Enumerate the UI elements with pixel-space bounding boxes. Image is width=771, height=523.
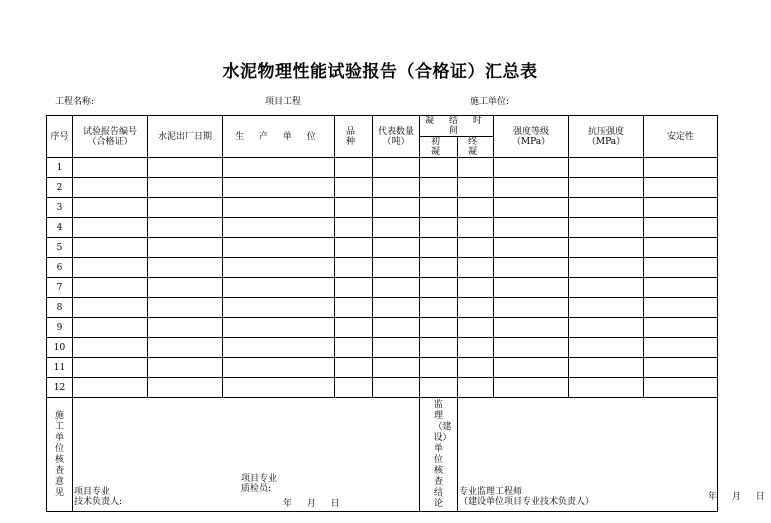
table-cell — [494, 158, 569, 178]
table-cell — [569, 298, 644, 318]
header-report-no-line2: （合格证） — [87, 136, 133, 147]
table-cell — [223, 198, 335, 218]
table-cell — [420, 298, 458, 318]
table-cell — [494, 178, 569, 198]
header-strength-grade — [494, 116, 569, 158]
table-cell — [569, 378, 644, 398]
table-cell — [335, 238, 373, 258]
supervision-engineer-line1: 专业监理工程师 — [459, 487, 523, 497]
table-cell — [335, 378, 373, 398]
table-cell — [644, 158, 718, 178]
header-factory-date: 水泥出厂日期 — [148, 116, 223, 158]
header-initial-set: 初 凝 — [420, 137, 458, 158]
table-cell — [373, 218, 420, 238]
header-row-1 — [47, 116, 718, 137]
row-number: 10 — [47, 338, 73, 358]
table-cell — [335, 198, 373, 218]
table-cell — [644, 278, 718, 298]
supervision-review-label-cell — [420, 398, 458, 512]
supervision-review-cell — [458, 398, 771, 512]
table-cell — [335, 218, 373, 238]
project-name-label: 工程名称: — [55, 97, 95, 107]
header-stability: 安定性 — [644, 116, 718, 158]
construction-review-cell — [73, 398, 420, 512]
table-cell — [569, 358, 644, 378]
header-compressive — [569, 116, 644, 158]
table-cell — [494, 298, 569, 318]
table-row — [47, 218, 718, 238]
table-cell — [223, 378, 335, 398]
table-cell — [148, 358, 223, 378]
table-row — [47, 278, 718, 298]
header-strength-grade-line2: （MPa） — [511, 136, 551, 147]
table-cell — [373, 158, 420, 178]
table-cell — [148, 238, 223, 258]
table-cell — [494, 258, 569, 278]
project-tech-lead-line2: 技术负责人: — [74, 497, 123, 507]
table-cell — [494, 378, 569, 398]
table-cell — [458, 238, 494, 258]
row-number: 1 — [47, 158, 73, 178]
row-number: 6 — [47, 258, 73, 278]
construction-review-label-cell — [47, 398, 73, 512]
table-cell — [73, 178, 148, 198]
table-cell — [73, 358, 148, 378]
table-cell — [335, 158, 373, 178]
header-compressive-line1: 抗压强度 — [587, 126, 624, 137]
table-cell — [335, 278, 373, 298]
table-cell — [420, 258, 458, 278]
table-cell — [335, 338, 373, 358]
header-quantity-line2: （吨） — [382, 136, 410, 147]
row-number: 4 — [47, 218, 73, 238]
supervision-engineer-line2: （建设单位项目专业技术负责人） — [459, 497, 595, 507]
table-cell — [420, 198, 458, 218]
table-cell — [458, 338, 494, 358]
table-cell — [569, 158, 644, 178]
table-cell — [569, 178, 644, 198]
table-row — [47, 358, 718, 378]
table-cell — [373, 338, 420, 358]
table-row — [47, 238, 718, 258]
table-cell — [223, 318, 335, 338]
table-row — [47, 258, 718, 278]
header-setting-time: 凝 结 时 间 — [420, 116, 494, 137]
table-cell — [458, 378, 494, 398]
table-cell — [73, 158, 148, 178]
header-variety: 品 种 — [335, 116, 373, 158]
row-number: 12 — [47, 378, 73, 398]
table-cell — [373, 358, 420, 378]
header-report-no-line1: 试验报告编号 — [82, 126, 137, 137]
table-cell — [458, 158, 494, 178]
table-cell — [644, 358, 718, 378]
date-right: 年 月 日 — [708, 492, 771, 502]
table-cell — [223, 258, 335, 278]
table-cell — [223, 358, 335, 378]
table-cell — [223, 298, 335, 318]
table-cell — [223, 238, 335, 258]
table-cell — [644, 198, 718, 218]
table-cell — [73, 258, 148, 278]
table-row — [47, 178, 718, 198]
table-cell — [569, 318, 644, 338]
table-cell — [148, 298, 223, 318]
table-cell — [373, 198, 420, 218]
table-cell — [420, 158, 458, 178]
table-cell — [458, 358, 494, 378]
row-number: 11 — [47, 358, 73, 378]
table-cell — [494, 358, 569, 378]
quality-inspector-line1: 项目专业 — [241, 474, 278, 484]
table-row — [47, 318, 718, 338]
header-strength-grade-line1: 强度等级 — [512, 126, 549, 137]
table-cell — [335, 298, 373, 318]
row-number: 2 — [47, 178, 73, 198]
table-row — [47, 338, 718, 358]
table-cell — [458, 298, 494, 318]
table-cell — [494, 318, 569, 338]
page-title: 水泥物理性能试验报告（合格证）汇总表 — [222, 62, 538, 82]
table-cell — [148, 218, 223, 238]
table-row — [47, 198, 718, 218]
table-cell — [148, 198, 223, 218]
table-cell — [458, 178, 494, 198]
table-cell — [373, 178, 420, 198]
table-cell — [420, 238, 458, 258]
table-cell — [148, 318, 223, 338]
table-cell — [569, 338, 644, 358]
table-cell — [458, 278, 494, 298]
table-cell — [335, 258, 373, 278]
table-cell — [223, 278, 335, 298]
project-tech-lead-line1: 项目专业 — [74, 487, 111, 497]
table-cell — [373, 258, 420, 278]
table-cell — [148, 158, 223, 178]
table-cell — [644, 218, 718, 238]
table-cell — [148, 338, 223, 358]
row-number: 3 — [47, 198, 73, 218]
table-cell — [644, 258, 718, 278]
construction-review-label: 施工单位核查意见 — [54, 410, 64, 498]
table-cell — [458, 318, 494, 338]
table-row — [47, 298, 718, 318]
table-cell — [644, 338, 718, 358]
header-quantity-line1: 代表数量 — [377, 126, 414, 137]
table-cell — [373, 238, 420, 258]
table-cell — [373, 378, 420, 398]
project-name-value: 项目工程 — [265, 97, 302, 107]
header-quantity — [373, 116, 420, 158]
table-cell — [494, 338, 569, 358]
table-cell — [494, 238, 569, 258]
table-cell — [73, 338, 148, 358]
table-cell — [420, 178, 458, 198]
table-cell — [569, 238, 644, 258]
table-cell — [148, 278, 223, 298]
table-cell — [373, 318, 420, 338]
supervision-review-label: 监理（建设）单位核查结论 — [433, 399, 452, 509]
table-cell — [494, 278, 569, 298]
table-cell — [569, 198, 644, 218]
table-row — [47, 158, 718, 178]
row-number: 5 — [47, 238, 73, 258]
header-manufacturer: 生 产 单 位 — [223, 116, 335, 158]
table-cell — [644, 178, 718, 198]
quality-inspector-line2: 质检员: — [241, 484, 272, 494]
row-number: 7 — [47, 278, 73, 298]
table-cell — [223, 178, 335, 198]
table-row — [47, 378, 718, 398]
header-seq: 序号 — [47, 116, 73, 158]
table-cell — [420, 278, 458, 298]
table-cell — [644, 378, 718, 398]
table-cell — [420, 358, 458, 378]
row-number: 9 — [47, 318, 73, 338]
table-cell — [420, 378, 458, 398]
table-cell — [420, 318, 458, 338]
header-final-set: 终 凝 — [458, 137, 494, 158]
data-rows — [47, 158, 718, 398]
table-cell — [148, 178, 223, 198]
table-cell — [373, 298, 420, 318]
table-cell — [148, 378, 223, 398]
header-compressive-line2: （MPa） — [586, 136, 626, 147]
header-report-no — [73, 116, 148, 158]
table-cell — [644, 238, 718, 258]
table-cell — [148, 258, 223, 278]
table-cell — [73, 318, 148, 338]
table-cell — [569, 278, 644, 298]
table-cell — [494, 218, 569, 238]
table-cell — [73, 218, 148, 238]
table-cell — [420, 338, 458, 358]
table-cell — [223, 218, 335, 238]
construction-unit-label: 施工单位: — [470, 97, 510, 107]
table-cell — [373, 278, 420, 298]
row-number: 8 — [47, 298, 73, 318]
table-cell — [420, 218, 458, 238]
table-cell — [335, 358, 373, 378]
table-cell — [223, 158, 335, 178]
table-cell — [458, 258, 494, 278]
summary-table — [46, 115, 771, 512]
table-cell — [458, 198, 494, 218]
table-cell — [73, 278, 148, 298]
table-cell — [73, 238, 148, 258]
table-cell — [223, 338, 335, 358]
table-cell — [644, 318, 718, 338]
table-cell — [73, 378, 148, 398]
date-left: 年 月 日 — [283, 499, 346, 509]
table-cell — [73, 198, 148, 218]
table-cell — [335, 178, 373, 198]
table-cell — [494, 198, 569, 218]
table-cell — [458, 218, 494, 238]
table-cell — [73, 298, 148, 318]
table-cell — [335, 318, 373, 338]
table-cell — [569, 258, 644, 278]
table-cell — [569, 218, 644, 238]
footer-row — [47, 398, 718, 512]
table-cell — [644, 298, 718, 318]
